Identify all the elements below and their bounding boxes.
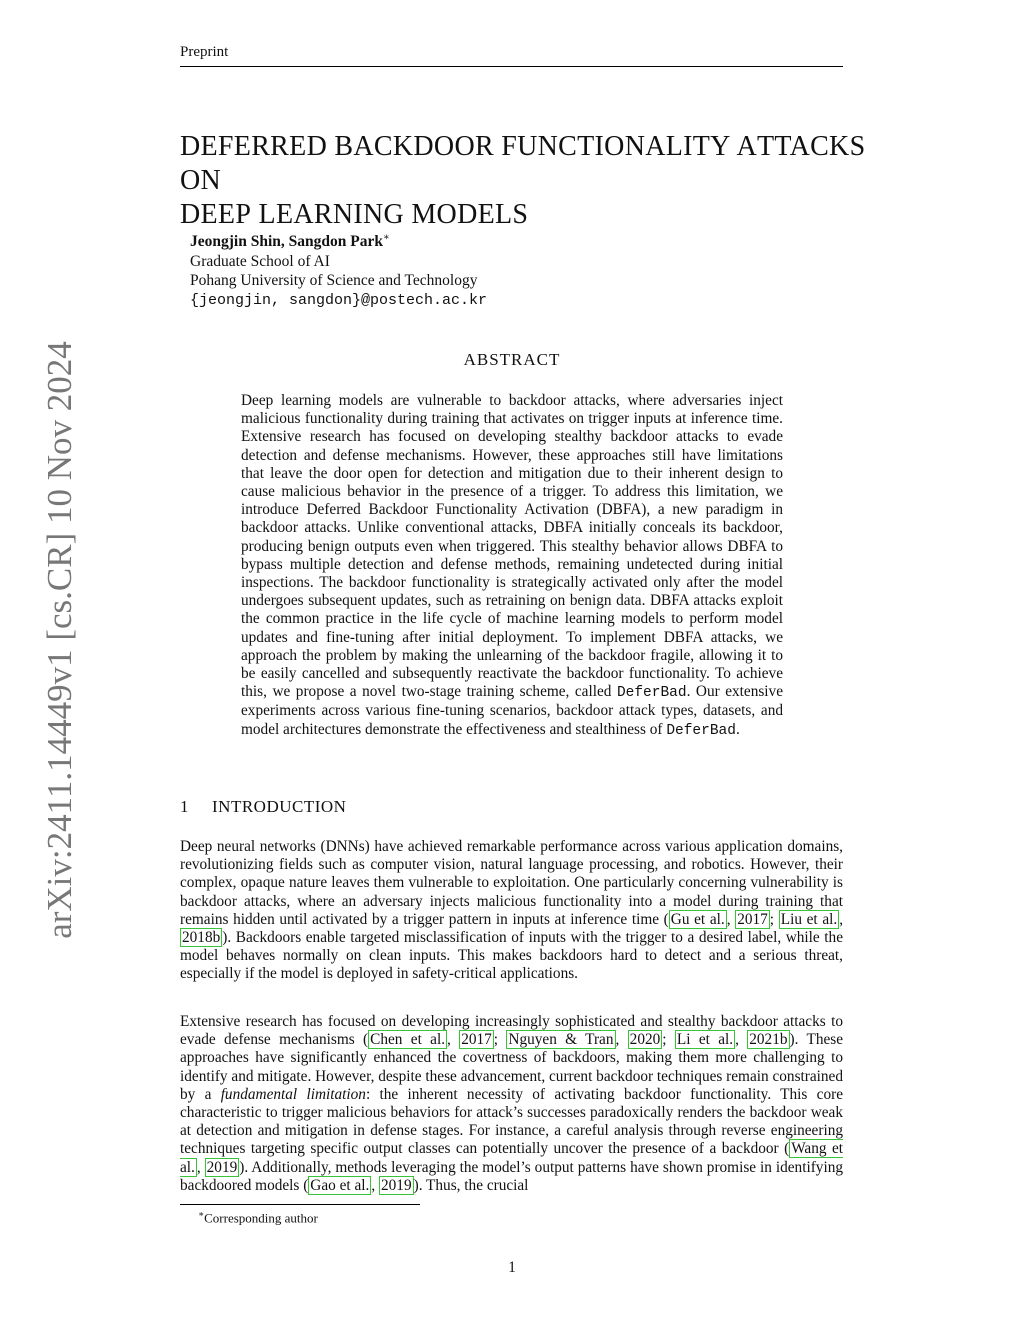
author-footnote-mark[interactable]: ∗ xyxy=(382,232,390,243)
paper-title xyxy=(180,130,880,232)
affiliation-school: Graduate School of AI xyxy=(190,252,330,270)
citation-link[interactable]: Nguyen & Tran xyxy=(508,1031,614,1049)
citation-link[interactable]: Li et al. xyxy=(676,1031,734,1049)
citation-link[interactable]: Gu et al. xyxy=(670,910,725,928)
citation-link[interactable]: 2021b xyxy=(749,1031,788,1049)
intro-paragraph-2: Extensive research has focused on developing increasingly sophisticated and stealthy backdoor attacks to evade defense mechanisms ( Chen et al. , 2017 ; Nguyen & Tran , 2020 ; Li et al. , 2021b ). These approaches have significantly enhanced the covertness of backdoors, making them more challenging to identify and mitigate. However, despite these advancement, current backdoor techniques remain constrained by a fundamental limitation: the inherent necessity of activating backdoor functionality. This core characteristic to trigger malicious behaviors for attack’s successes paradoxically renders the backdoor weak at detection and mitigation in defense stages. For instance, a careful analysis through reverse engineering techniques targeting specific output classes can potentially uncover the presence of a backdoor ( Wang et al. , 2019 ). Additionally, methods leveraging the model’s output patterns have shown promise in identifying backdoored models ( Gao et al. , 2019 ). Thus, the crucial xyxy=(180,1013,844,1194)
abstract-text: Deep learning models are vulnerable to backdoor attacks, where adversaries inject malicious functionality during training that activates on trigger inputs at inference time. Extensive research has focused on developing stealthy backdoor attacks to evade detection and defense mechanisms. However, these approaches still have limitations that leave the door open for detection and mitigation due to their inherent design to cause malicious behavior in the presence of a trigger. To address this limitation, we introduce Deferred Backdoor Functionality Activation (DBFA), a new paradigm in backdoor attacks. Unlike conventional attacks, DBFA initially conceals its backdoor, producing benign outputs even when triggered. This stealthy behavior allows DBFA to bypass multiple detection and defense methods, remaining undetected during initial inspections. The backdoor functionality is strategically activated only after the model undergoes subsequent updates, such as retraining on benign data. DBFA attacks exploit the common practice in the life cycle of machine learning models to perform model updates and fine-tuning after initial deployment. To implement DBFA attacks, we approach the problem by making the unlearning of the backdoor fragile, allowing it to be easily cancelled and subsequently reactivate the backdoor functionality. To achieve this, we propose a novel two-stage training scheme, called DeferBad. Our extensive experiments across various fine-tuning scenarios, backdoor attack types, datasets, and model architectures demonstrate the effectiveness and stealthiness of DeferBad. xyxy=(241,392,783,739)
citation-link[interactable]: 2020 xyxy=(629,1031,661,1049)
footnote-rule xyxy=(180,1204,420,1205)
author-names: Jeongjin Shin, Sangdon Park∗ xyxy=(190,232,390,251)
method-name: DeferBad xyxy=(666,722,736,739)
page-number: 1 xyxy=(508,1259,516,1276)
citation-link[interactable]: Liu et al. xyxy=(780,910,838,928)
title-line-1: DEFERRED BACKDOOR FUNCTIONALITY ATTACKS ON xyxy=(180,131,866,196)
section-heading-introduction: 1 INTRODUCTION xyxy=(180,797,347,816)
author-block xyxy=(190,228,487,310)
citation-link[interactable]: 2019 xyxy=(381,1176,412,1194)
citation-link[interactable]: Wang et al. xyxy=(180,1140,843,1176)
abstract-heading: ABSTRACT xyxy=(463,350,561,369)
footnote: ∗Corresponding author xyxy=(198,1209,318,1226)
citation-link[interactable]: Chen et al. xyxy=(370,1031,446,1049)
arxiv-stamp[interactable]: arXiv:2411.14449v1 [cs.CR] 10 Nov 2024 xyxy=(40,341,79,939)
header-rule xyxy=(180,66,843,67)
citation-link[interactable]: 2019 xyxy=(206,1158,238,1176)
citation-link[interactable]: 2017 xyxy=(461,1031,492,1049)
running-header: Preprint xyxy=(180,44,229,60)
citation-link[interactable]: Gao et al. xyxy=(310,1176,370,1194)
affiliation-university: Pohang University of Science and Technology xyxy=(190,272,478,290)
method-name: DeferBad xyxy=(616,685,687,702)
citation-link[interactable]: 2018b xyxy=(182,929,221,947)
author-email[interactable]: {jeongjin, sangdon}@postech.ac.kr xyxy=(190,291,488,309)
citation-link[interactable]: 2017 xyxy=(737,910,768,928)
intro-paragraph-1: Deep neural networks (DNNs) have achieved remarkable performance across various application domains, revolutionizing fields such as computer vision, natural language processing, and robotics. However, their complex, opaque nature leaves them vulnerable to exploitation. One particularly concerning vulnerability is backdoor attacks, where an adversary injects malicious functionality into a model during training that remains hidden until activated by a trigger pattern in inputs at inference time ( Gu et al. , 2017 ; Liu et al. , 2018b ). Backdoors enable targeted misclassification of inputs with the trigger to a desired label, while the model behaves normally on clean inputs. This makes backdoors hard to detect and a serious threat, especially if the model is deployed in safety-critical applications. xyxy=(180,838,844,983)
title-line-2: DEEP LEARNING MODELS xyxy=(180,199,529,230)
